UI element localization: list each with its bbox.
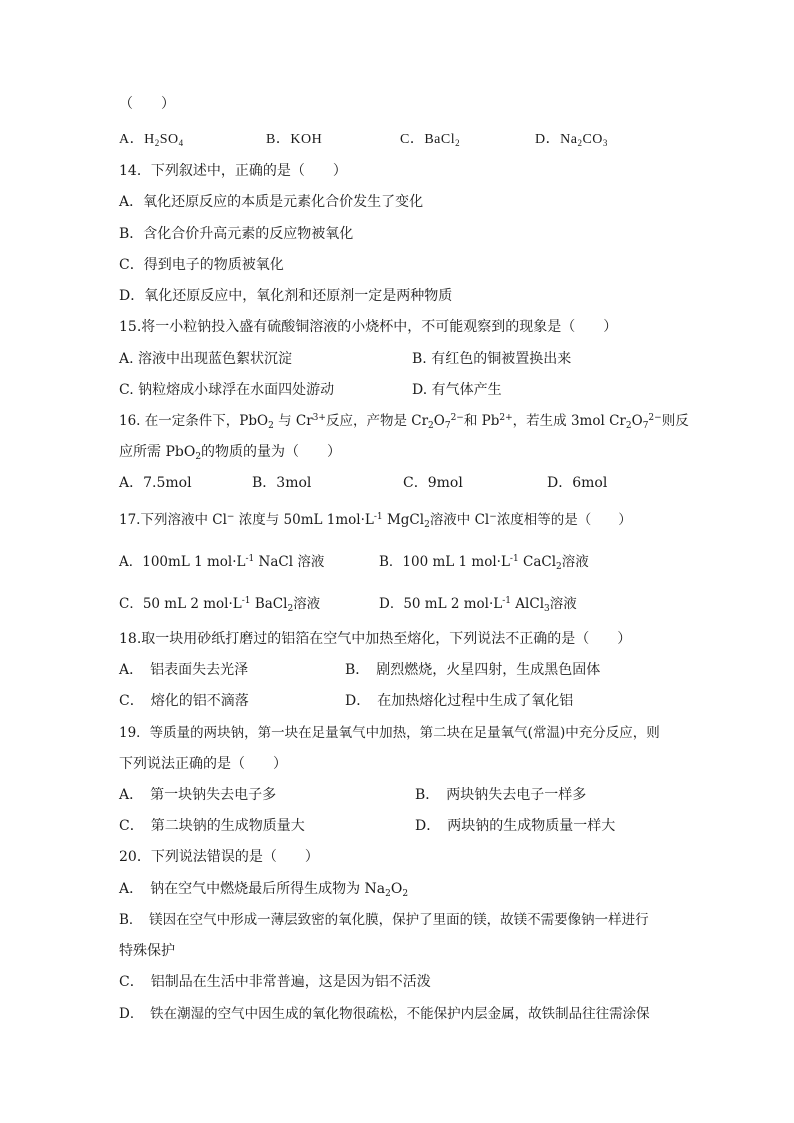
q17-option-d: D．50 mL 2 $mol\cdot L^{-1}$ AlCl$_3$溶液: [379, 596, 577, 614]
q16-option-d: D．6mol: [547, 475, 608, 491]
q17-option-c: C．50 mL 2 $mol\cdot L^{-1}$ BaCl$_2$溶液: [119, 596, 321, 614]
q19-option-d: D． 两块钠的生成物质量一样大: [415, 818, 616, 834]
q14-option-a: A．氧化还原反应的本质是元素化合价发生了变化: [119, 194, 424, 210]
q19-option-c: C． 第二块钠的生成物质量大: [119, 818, 305, 834]
q18-option-b: B． 剧烈燃烧，火星四射，生成黑色固体: [345, 662, 601, 678]
question-19-stem-line-1: 19．等质量的两块钠，第一块在足量氧气中加热，第二块在足量氧气(常温)中充分反应，则: [119, 725, 660, 741]
question-13-stem-tail: （ ）: [119, 96, 175, 112]
q20-option-b-line-2: 特殊保护: [119, 943, 175, 959]
question-14-stem: 14．下列叙述中，正确的是（ ）: [119, 163, 347, 179]
q14-option-c: C．得到电子的物质被氧化: [119, 257, 284, 273]
question-20-stem: 20．下列说法错误的是（ ）: [119, 849, 319, 865]
q13-option-c: C．BaCl$_2$: [400, 132, 461, 148]
q16-option-b: B．3mol: [252, 475, 312, 491]
q20-option-c: C． 铝制品在生活中非常普遍，这是因为铝不活泼: [119, 974, 431, 990]
q19-option-b: B． 两块钠失去电子一样多: [415, 787, 587, 803]
q15-option-c: C. 钠粒熔成小球浮在水面四处游动: [119, 382, 335, 398]
question-17-stem: 17.下列溶液中 Cl− 浓度与 50mL $1mol\cdot L^{-1}$ MgCl$_2$溶液中 Cl−浓度相等的是（ ）: [119, 512, 632, 530]
q19-option-a: A． 第一块钠失去电子多: [119, 787, 277, 803]
q20-option-a: A． 钠在空气中燃烧最后所得生成物为 $Na_2O_2$: [119, 881, 409, 899]
q18-option-d: D． 在加热熔化过程中生成了氧化铝: [345, 693, 574, 709]
q15-option-a: A. 溶液中出现蓝色絮状沉淀: [119, 351, 293, 367]
q14-option-d: D．氧化还原反应中，氧化剂和还原剂一定是两种物质: [119, 288, 453, 304]
q20-option-b-line-1: B． 镁因在空气中形成一薄层致密的氧化膜，保护了里面的镁，故镁不需要像钠一样进行: [119, 912, 649, 928]
question-19-stem-line-2: 下列说法正确的是（ ）: [119, 756, 287, 772]
q15-option-d: D. 有气体产生: [412, 382, 502, 398]
q18-option-a: A． 铝表面失去光泽: [119, 662, 249, 678]
q13-option-a: A．$H_2SO_4$: [119, 132, 184, 148]
q17-option-a: A．100mL 1 $mol\cdot L^{-1}$ NaCl 溶液: [119, 554, 325, 570]
q17-option-b: B．100 mL 1 $mol\cdot L^{-1}$ CaCl$_2$溶液: [379, 554, 589, 572]
q15-option-b: B. 有红色的铜被置换出来: [412, 351, 572, 367]
q13-option-d: D．$Na_2CO_3$: [535, 132, 608, 148]
q18-option-c: C． 熔化的铝不滴落: [119, 693, 249, 709]
q14-option-b: B．含化合价升高元素的反应物被氧化: [119, 226, 354, 242]
question-18-stem: 18.取一块用砂纸打磨过的铝箔在空气中加热至熔化，下列说法不正确的是（ ）: [119, 631, 632, 647]
q16-option-a: A．7.5mol: [119, 475, 192, 491]
q20-option-d-line-1: D． 铁在潮湿的空气中因生成的氧化物很疏松，不能保护内层金属，故铁制品往往需涂保: [119, 1006, 650, 1022]
question-16-stem-line-1: 16. 在一定条件下，PbO$_2$ 与 $Cr^{3+}$反应，产物是 $Cr_2O_7^{2-}$和 $Pb^{2+}$，若生成 3mol $Cr_2O_7^{2-}$则反: [119, 413, 689, 431]
q16-option-c: C．9mol: [403, 475, 463, 491]
question-15-stem: 15.将一小粒钠投入盛有硫酸铜溶液的小烧杯中，不可能观察到的现象是（ ）: [119, 319, 618, 335]
q13-option-b: B．KOH: [266, 132, 323, 147]
question-16-stem-line-2: 应所需 PbO$_2$的物质的量为（ ）: [119, 444, 342, 462]
